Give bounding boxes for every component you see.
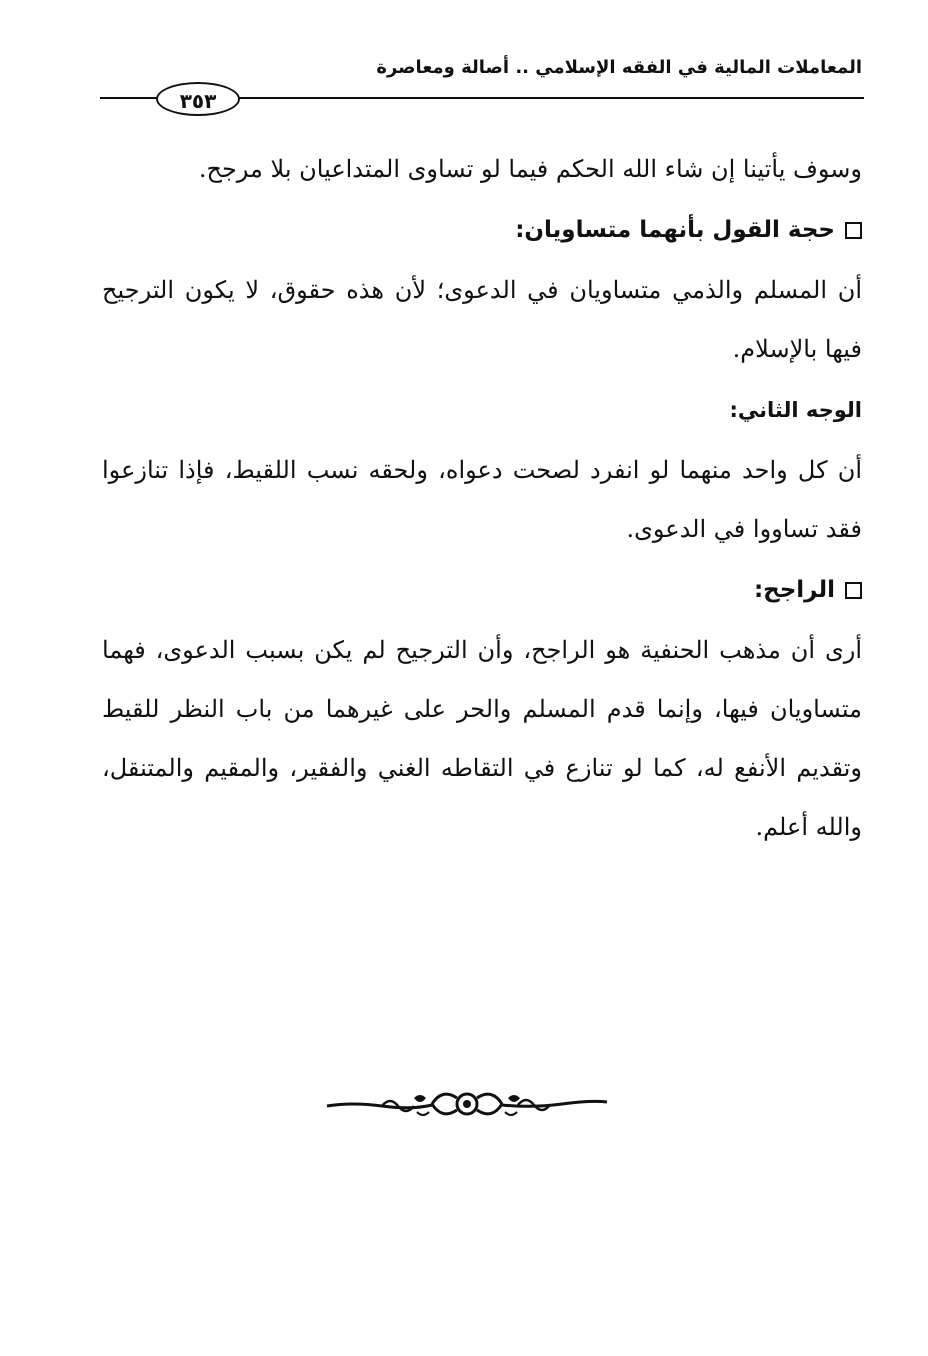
section-heading-label: الراجح: xyxy=(753,576,835,603)
second-aspect-paragraph: أن كل واحد منهما لو انفرد لصحت دعواه، ولحقه نسب اللقيط، فإذا تنازعوا فقد تساووا في الدعوى. xyxy=(102,456,862,543)
page-content xyxy=(102,140,862,857)
preferred-opinion-paragraph: أرى أن مذهب الحنفية هو الراجح، وأن الترجيح لم يكن بسبب الدعوى، فهما متساويان فيها، وإنما قدم المسلم والحر على غيرهما من باب النظر للقيط وتقديم الأنفع له، كما لو تنازع في التقاطه الغني والفقير، والمقيم والمتنقل، والله أعلم. xyxy=(102,636,862,841)
subheading-second-aspect: الوجه الثاني: xyxy=(729,398,862,422)
running-header: المعاملات المالية في الفقه الإسلامي .. أصالة ومعاصرة xyxy=(376,57,862,78)
square-bullet-icon xyxy=(845,222,862,239)
decorative-divider-icon xyxy=(322,1084,612,1124)
square-bullet-icon xyxy=(845,582,862,599)
section-heading-label: حجة القول بأنهما متساويان: xyxy=(515,216,835,243)
section-heading-preferred xyxy=(102,559,862,621)
page-number: ٣٥٣ xyxy=(156,82,240,116)
section-heading-argument xyxy=(102,199,862,261)
argument-paragraph: أن المسلم والذمي متساويان في الدعوى؛ لأن هذه حقوق، لا يكون الترجيح فيها بالإسلام. xyxy=(102,276,862,363)
intro-paragraph: وسوف يأتينا إن شاء الله الحكم فيما لو تساوى المتداعيان بلا مرجح. xyxy=(198,155,862,183)
